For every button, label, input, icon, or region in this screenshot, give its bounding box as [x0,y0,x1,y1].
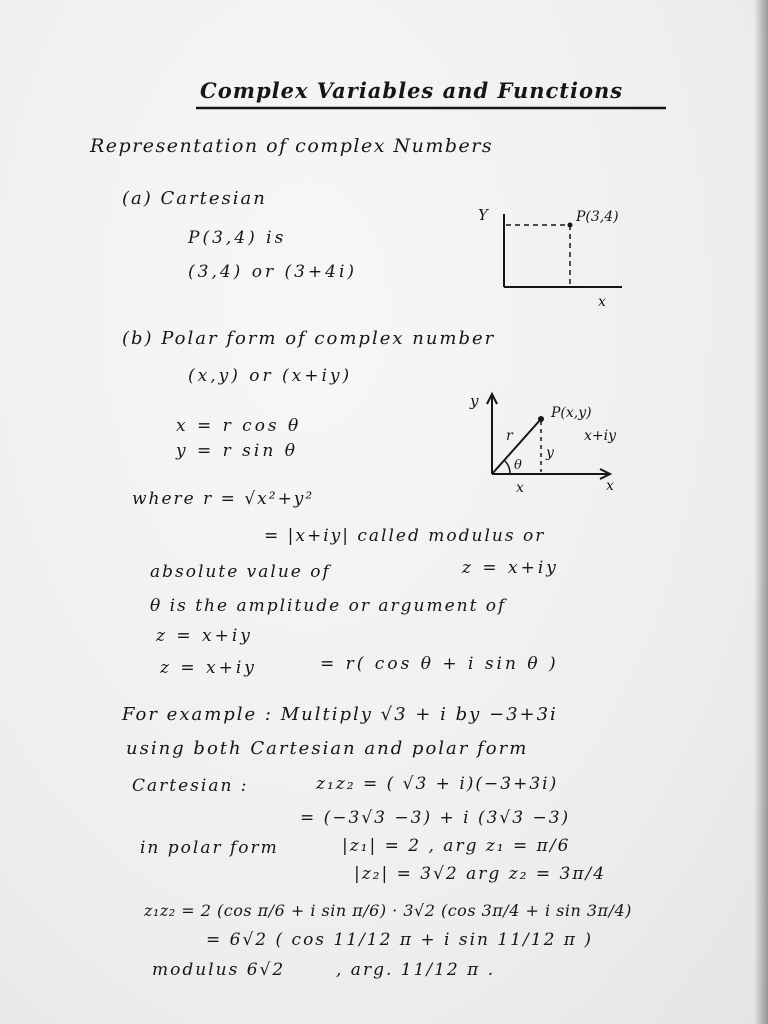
example-polar-eq-2: |z₂| = 3√2 arg z₂ = 3π/4 [354,864,607,884]
polar-abs-z: z = x+iy [462,558,559,578]
polar-z-form-rhs: = r( cos θ + i sin θ ) [320,654,559,674]
polar-x-axis-label: x [606,478,614,494]
polar-line-1: (x,y) or (x+iy) [188,366,353,386]
polar-z-form-lhs: z = x+iy [160,658,257,678]
section-heading: Representation of complex Numbers [90,135,494,157]
cartesian-line-2: (3,4) or (3+4i) [188,262,358,282]
polar-point-label: P(x,y) [551,405,592,421]
polar-modulus-line: = |x+iy| called modulus or [264,526,546,546]
example-cartesian-eq-1: z₁z₂ = ( √3 + i)(−3+3i) [316,774,559,794]
polar-eq-y: y = r sin θ [176,441,298,461]
example-cartesian-label: Cartesian : [132,776,249,796]
cartesian-y-axis-label: Y [478,206,488,224]
polar-z-def: z = x+iy [156,626,253,646]
cartesian-line-1: P(3,4) is [188,228,287,248]
polar-point-alt-label: x+iy [584,428,617,444]
example-line-1: For example : Multiply √3 + i by −3+3i [122,704,558,725]
polar-y-axis-label: y [470,392,479,410]
polar-eq-x: x = r cos θ [176,416,302,436]
example-polar-eq-1: |z₁| = 2 , arg z₁ = π/6 [342,836,571,856]
example-cartesian-eq-2: = (−3√3 −3) + i (3√3 −3) [300,808,571,828]
cartesian-x-axis-label: x [598,294,606,310]
polar-r-label: r [506,428,513,444]
example-line-2: using both Cartesian and polar form [126,738,529,759]
polar-where-line: where r = √x²+y² [132,489,315,509]
example-product-eq-1: z₁z₂ = 2 (cos π/6 + i sin π/6) · 3√2 (cos 3π/4 + i sin 3π/4) [144,901,632,920]
page-title: Complex Variables and Functions [200,78,624,103]
cartesian-point-label: P(3,4) [576,209,619,225]
polar-y-label: y [546,445,554,461]
polar-x-label: x [516,480,524,496]
polar-label: (b) Polar form of complex number [122,328,496,349]
example-arg-label: , arg. 11/12 π . [336,960,496,980]
polar-theta-label: θ [514,458,522,473]
example-modulus-label: modulus 6√2 [152,960,286,980]
polar-theta-line: θ is the amplitude or argument of [150,596,507,616]
example-polar-label: in polar form [140,838,279,858]
example-product-eq-2: = 6√2 ( cos 11/12 π + i sin 11/12 π ) [206,930,594,950]
polar-absolute-line: absolute value of [150,562,331,582]
cartesian-label: (a) Cartesian [122,188,267,209]
